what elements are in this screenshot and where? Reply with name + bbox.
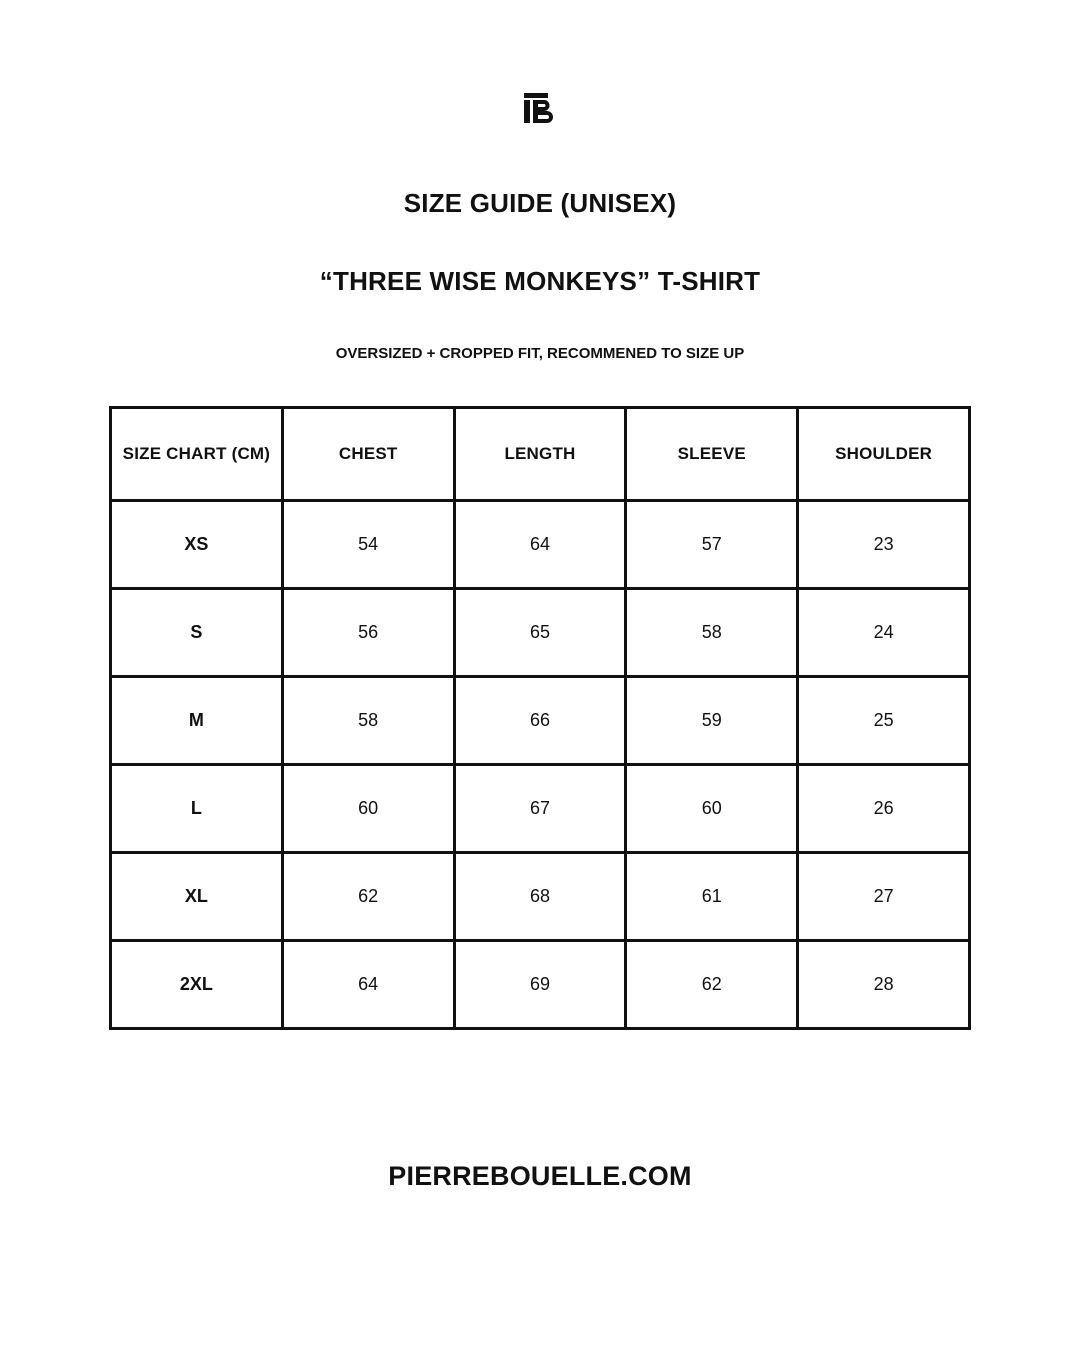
fit-note: OVERSIZED + CROPPED FIT, RECOMMENED TO SIZE UP xyxy=(335,345,745,362)
table-row xyxy=(111,765,970,853)
length-value: 67 xyxy=(454,765,626,853)
size-label: XL xyxy=(111,853,283,941)
shoulder-value: 28 xyxy=(798,941,970,1029)
length-value: 65 xyxy=(454,589,626,677)
chest-value: 54 xyxy=(282,501,454,589)
sleeve-value: 59 xyxy=(626,677,798,765)
shoulder-value: 26 xyxy=(798,765,970,853)
table-row xyxy=(111,677,970,765)
header-length: LENGTH xyxy=(454,408,626,501)
header-size-chart: SIZE CHART (CM) xyxy=(111,408,283,501)
length-value: 66 xyxy=(454,677,626,765)
chest-value: 60 xyxy=(282,765,454,853)
length-value: 68 xyxy=(454,853,626,941)
header-chest: CHEST xyxy=(282,408,454,501)
chest-value: 58 xyxy=(282,677,454,765)
table-row xyxy=(111,941,970,1029)
sleeve-value: 58 xyxy=(626,589,798,677)
chest-value: 64 xyxy=(282,941,454,1029)
size-label: XS xyxy=(111,501,283,589)
sleeve-value: 62 xyxy=(626,941,798,1029)
product-name: “THREE WISE MONKEYS” T-SHIRT xyxy=(319,266,761,296)
chest-value: 62 xyxy=(282,853,454,941)
sleeve-value: 61 xyxy=(626,853,798,941)
shoulder-value: 24 xyxy=(798,589,970,677)
sleeve-value: 57 xyxy=(626,501,798,589)
table-row xyxy=(111,589,970,677)
page-title: SIZE GUIDE (UNISEX) xyxy=(403,188,677,218)
length-value: 69 xyxy=(454,941,626,1029)
table-row xyxy=(111,501,970,589)
size-label: S xyxy=(111,589,283,677)
shoulder-value: 23 xyxy=(798,501,970,589)
table-row xyxy=(111,853,970,941)
size-label: M xyxy=(111,677,283,765)
length-value: 64 xyxy=(454,501,626,589)
shoulder-value: 25 xyxy=(798,677,970,765)
header-sleeve: SLEEVE xyxy=(626,408,798,501)
size-chart-table xyxy=(109,406,971,1030)
header-shoulder: SHOULDER xyxy=(798,408,970,501)
size-label: L xyxy=(111,765,283,853)
website-link[interactable]: PIERREBOUELLE.COM xyxy=(388,1161,692,1191)
size-label: 2XL xyxy=(111,941,283,1029)
sleeve-value: 60 xyxy=(626,765,798,853)
table-header-row xyxy=(111,408,970,501)
chest-value: 56 xyxy=(282,589,454,677)
shoulder-value: 27 xyxy=(798,853,970,941)
pb-monogram-icon xyxy=(524,93,556,123)
